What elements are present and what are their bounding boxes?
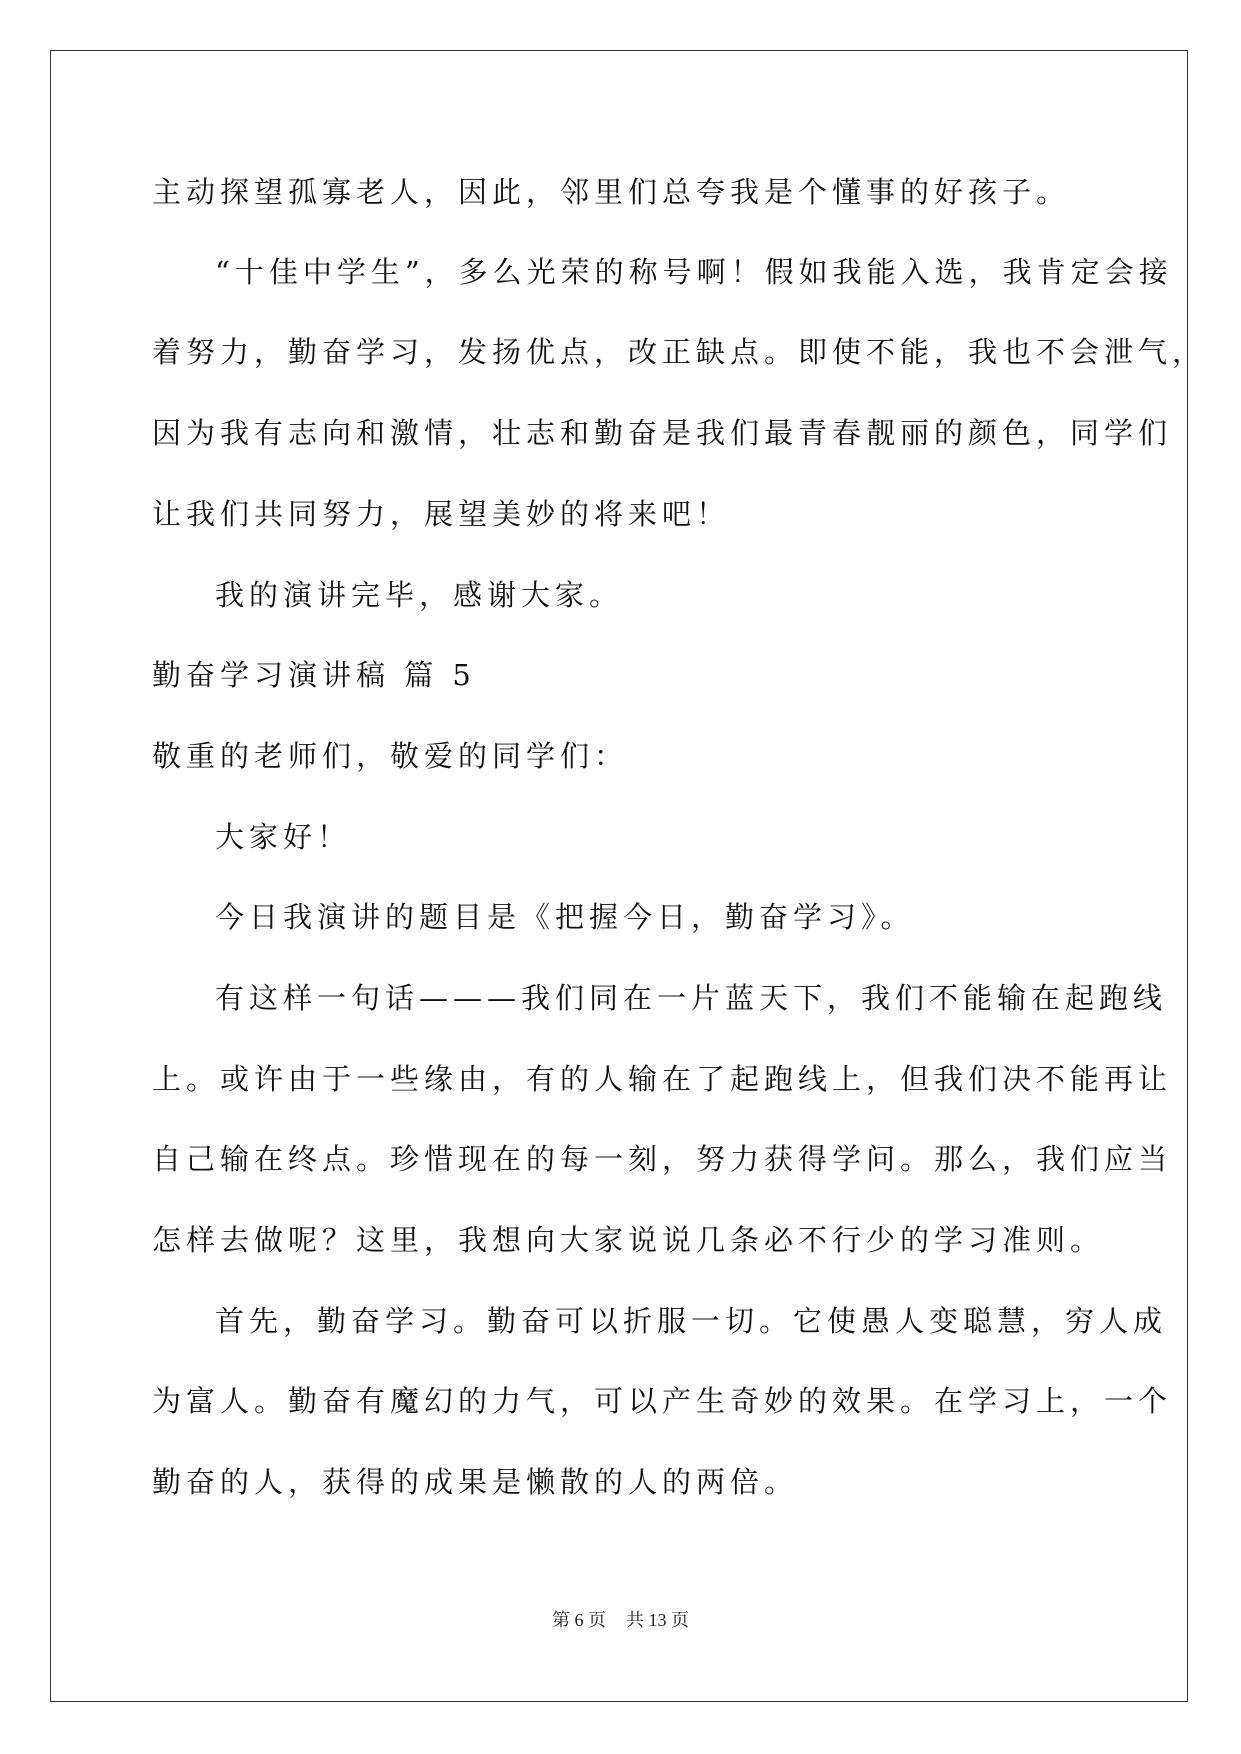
page-number: 第 6 页 bbox=[552, 1610, 606, 1630]
paragraph-line: “十佳中学生”，多么光荣的称号啊！假如我能入选，我肯定会接 bbox=[215, 255, 1173, 289]
paragraph-line: 着努力，勤奋学习，发扬优点，改正缺点。即使不能，我也不会泄气， bbox=[152, 335, 1207, 369]
page-footer bbox=[0, 1606, 1241, 1632]
paragraph-line: 首先，勤奋学习。勤奋可以折服一切。它使愚人变聪慧，穷人成 bbox=[215, 1304, 1168, 1338]
paragraph-line: 为富人。勤奋有魔幻的力气，可以产生奇妙的效果。在学习上，一个 bbox=[152, 1384, 1173, 1418]
section-heading: 勤奋学习演讲稿 篇 5 bbox=[152, 658, 476, 692]
paragraph-line: 有这样一句话———我们同在一片蓝天下，我们不能输在起跑线 bbox=[215, 981, 1168, 1015]
paragraph-line: 主动探望孤寡老人，因此，邻里们总夸我是个懂事的好孩子。 bbox=[152, 175, 1071, 209]
paragraph-line: 勤奋的人，获得的成果是懒散的人的两倍。 bbox=[152, 1465, 799, 1499]
paragraph-line: 自己输在终点。珍惜现在的每一刻，努力获得学问。那么，我们应当 bbox=[152, 1142, 1173, 1176]
page-total: 共 13 页 bbox=[626, 1610, 689, 1630]
paragraph-line: 因为我有志向和激情，壮志和勤奋是我们最青春靓丽的颜色，同学们 bbox=[152, 416, 1173, 450]
paragraph-line: 我的演讲完毕，感谢大家。 bbox=[215, 578, 624, 612]
salutation: 敬重的老师们，敬爱的同学们： bbox=[152, 739, 629, 773]
paragraph-line: 怎样去做呢？这里，我想向大家说说几条必不行少的学习准则。 bbox=[152, 1223, 1105, 1257]
paragraph-line: 今日我演讲的题目是《把握今日，勤奋学习》。 bbox=[215, 900, 915, 934]
page-frame bbox=[50, 50, 1188, 1702]
greeting: 大家好！ bbox=[215, 820, 352, 854]
paragraph-line: 让我们共同努力，展望美妙的将来吧！ bbox=[152, 497, 731, 531]
paragraph-line: 上。或许由于一些缘由，有的人输在了起跑线上，但我们决不能再让 bbox=[152, 1062, 1173, 1096]
